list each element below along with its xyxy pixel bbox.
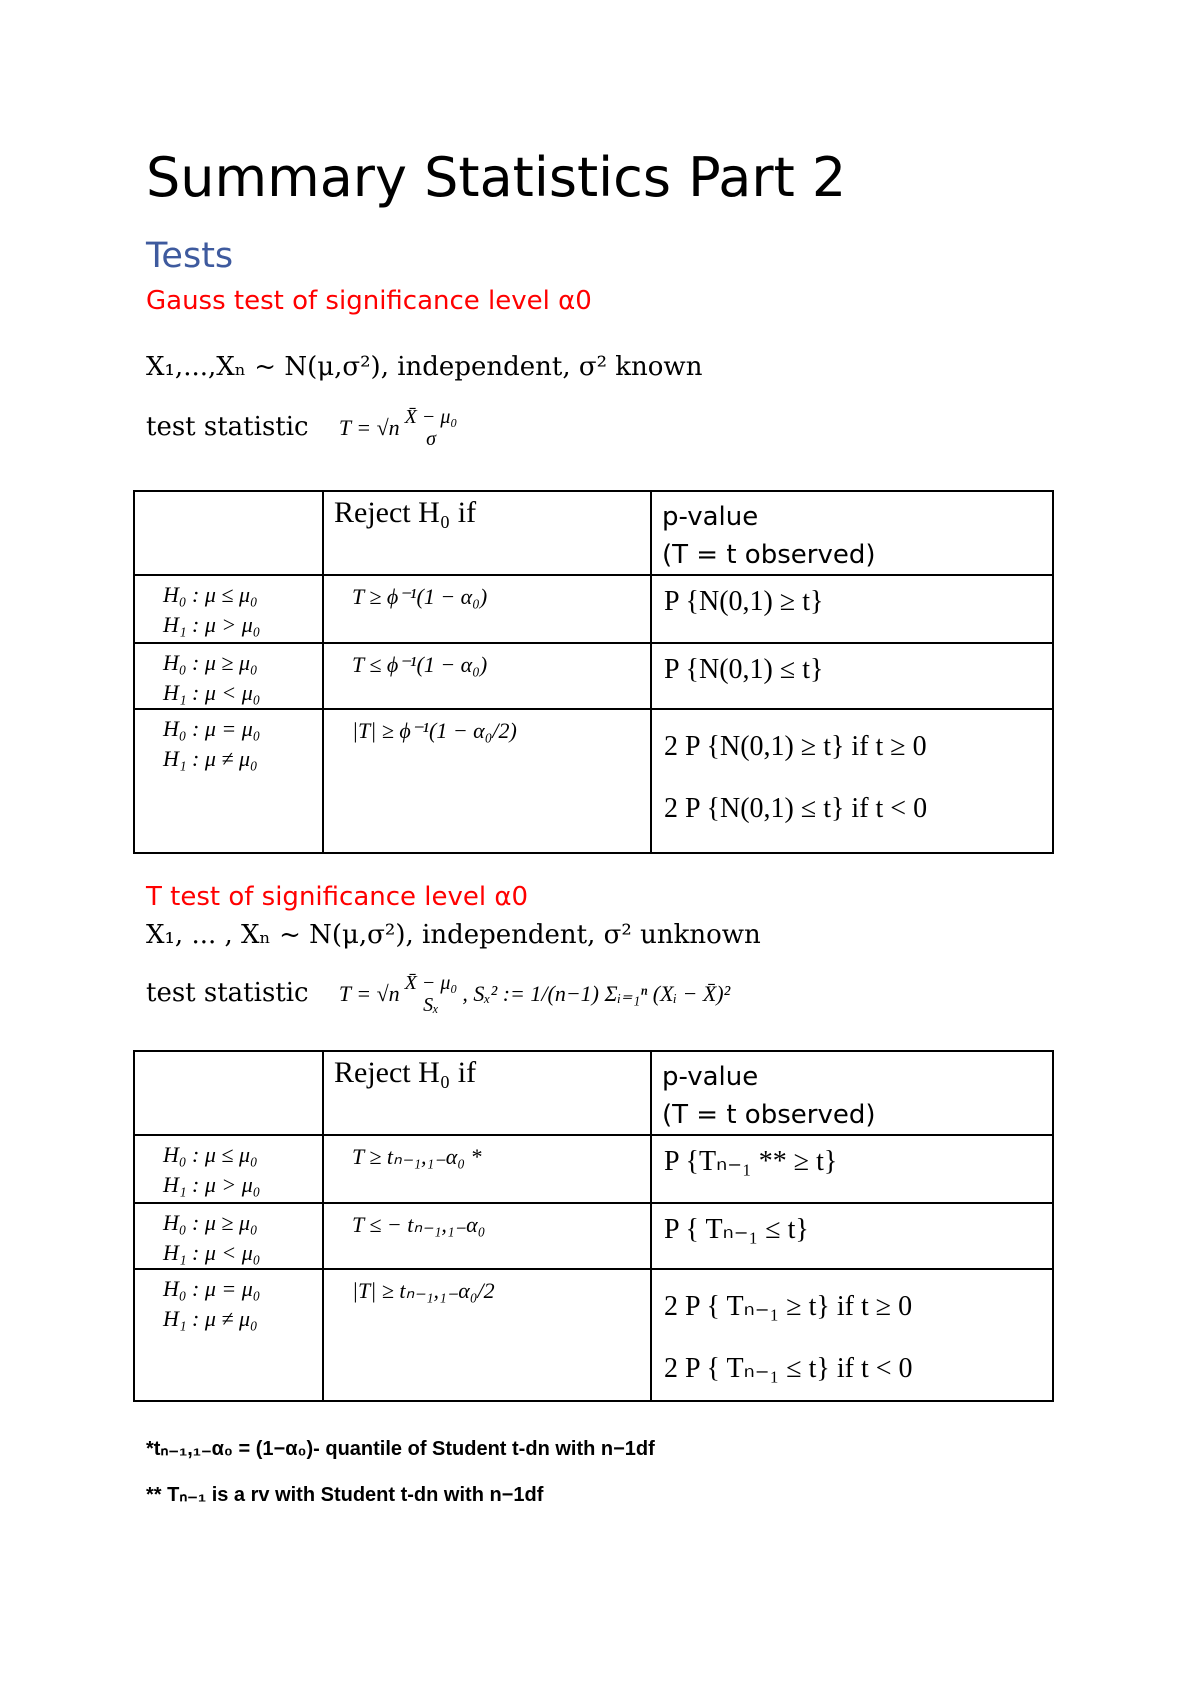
reject-rule: T ≥ tₙ₋₁,₁₋α₀ * — [352, 1144, 482, 1169]
stat-denominator: Sₓ — [423, 994, 439, 1016]
stat-fraction — [402, 972, 461, 1016]
null-hypothesis: H₀ : μ ≤ μ₀ — [163, 582, 258, 607]
gauss-heading: Gauss test of significance level α0 — [146, 286, 592, 316]
header-empty — [134, 1051, 323, 1135]
null-hypothesis: H₀ : μ = μ₀ — [163, 1276, 261, 1301]
table-row — [134, 709, 1053, 853]
ttest-model: X₁, ... , Xₙ ~ N(μ,σ²), independent, σ² unknown — [146, 920, 761, 950]
alt-hypothesis: H₁ : μ < μ₀ — [163, 1240, 261, 1265]
stat-numerator: X̄ − μ₀ — [404, 972, 458, 994]
table-row — [134, 1269, 1053, 1401]
p-value-positive: 2 P {N(0,1) ≥ t} if t ≥ 0 — [664, 731, 927, 762]
p-value-negative: 2 P { Tₙ₋₁ ≤ t} if t < 0 — [664, 1353, 913, 1384]
null-hypothesis: H₀ : μ ≥ μ₀ — [163, 650, 258, 675]
stat-lhs: T = √n — [338, 415, 400, 440]
alt-hypothesis: H₁ : μ ≠ μ₀ — [163, 1306, 258, 1331]
ttest-statistic — [146, 972, 730, 1016]
reject-rule: T ≤ − tₙ₋₁,₁₋α₀ — [352, 1212, 486, 1237]
reject-rule: |T| ≥ ϕ⁻¹(1 − α₀/2) — [352, 718, 517, 743]
ttest-heading: T test of significance level α0 — [146, 882, 529, 912]
null-hypothesis: H₀ : μ ≤ μ₀ — [163, 1142, 258, 1167]
footnote-quantile: *tₙ₋₁,₁₋α₀ = (1−α₀)- quantile of Student t-dn with n−1df — [146, 1438, 655, 1460]
gauss-model: X₁,...,Xₙ ~ N(μ,σ²), independent, σ² known — [146, 352, 703, 382]
stat-label: test statistic — [146, 412, 309, 442]
stat-denominator: σ — [426, 428, 436, 450]
reject-rule: T ≤ ϕ⁻¹(1 − α₀) — [352, 652, 488, 677]
table-row — [134, 575, 1053, 643]
p-value: P { Tₙ₋₁ ≤ t} — [664, 1214, 809, 1245]
table-row — [134, 1203, 1053, 1269]
p-value-negative: 2 P {N(0,1) ≤ t} if t < 0 — [664, 793, 928, 824]
header-observed: (T = t observed) — [662, 1100, 876, 1130]
table-row — [134, 1135, 1053, 1203]
p-value: P {Tₙ₋₁ ** ≥ t} — [664, 1146, 838, 1177]
null-hypothesis: H₀ : μ = μ₀ — [163, 716, 261, 741]
header-pvalue: p-value — [662, 1062, 759, 1092]
gauss-statistic — [146, 406, 462, 450]
page-title: Summary Statistics Part 2 — [146, 146, 847, 209]
header-observed: (T = t observed) — [662, 540, 876, 570]
header-empty — [134, 491, 323, 575]
gauss-table — [133, 490, 1054, 854]
header-reject: Reject H₀ if — [334, 496, 477, 529]
stat-lhs: T = √n — [338, 981, 400, 1006]
alt-hypothesis: H₁ : μ > μ₀ — [163, 612, 261, 637]
p-value: P {N(0,1) ≤ t} — [664, 654, 824, 685]
p-value-positive: 2 P { Tₙ₋₁ ≥ t} if t ≥ 0 — [664, 1291, 913, 1322]
stat-numerator: X̄ − μ₀ — [404, 406, 458, 428]
header-pvalue: p-value — [662, 502, 759, 532]
footnote-rv: ** Tₙ₋₁ is a rv with Student t-dn with n−1df — [146, 1484, 544, 1506]
reject-rule: T ≥ ϕ⁻¹(1 − α₀) — [352, 584, 488, 609]
stat-fraction — [402, 406, 461, 450]
header-reject: Reject H₀ if — [334, 1056, 477, 1089]
section-heading: Tests — [146, 236, 234, 276]
stat-variance: , Sₓ² := 1/(n−1) Σᵢ₌₁ⁿ (Xᵢ − X̄)² — [462, 981, 731, 1006]
reject-rule: |T| ≥ tₙ₋₁,₁₋α₀/2 — [352, 1278, 495, 1303]
alt-hypothesis: H₁ : μ ≠ μ₀ — [163, 746, 258, 771]
table-row — [134, 643, 1053, 709]
p-value: P {N(0,1) ≥ t} — [664, 586, 824, 617]
alt-hypothesis: H₁ : μ < μ₀ — [163, 680, 261, 705]
null-hypothesis: H₀ : μ ≥ μ₀ — [163, 1210, 258, 1235]
stat-label: test statistic — [146, 978, 309, 1008]
ttest-table — [133, 1050, 1054, 1402]
alt-hypothesis: H₁ : μ > μ₀ — [163, 1172, 261, 1197]
